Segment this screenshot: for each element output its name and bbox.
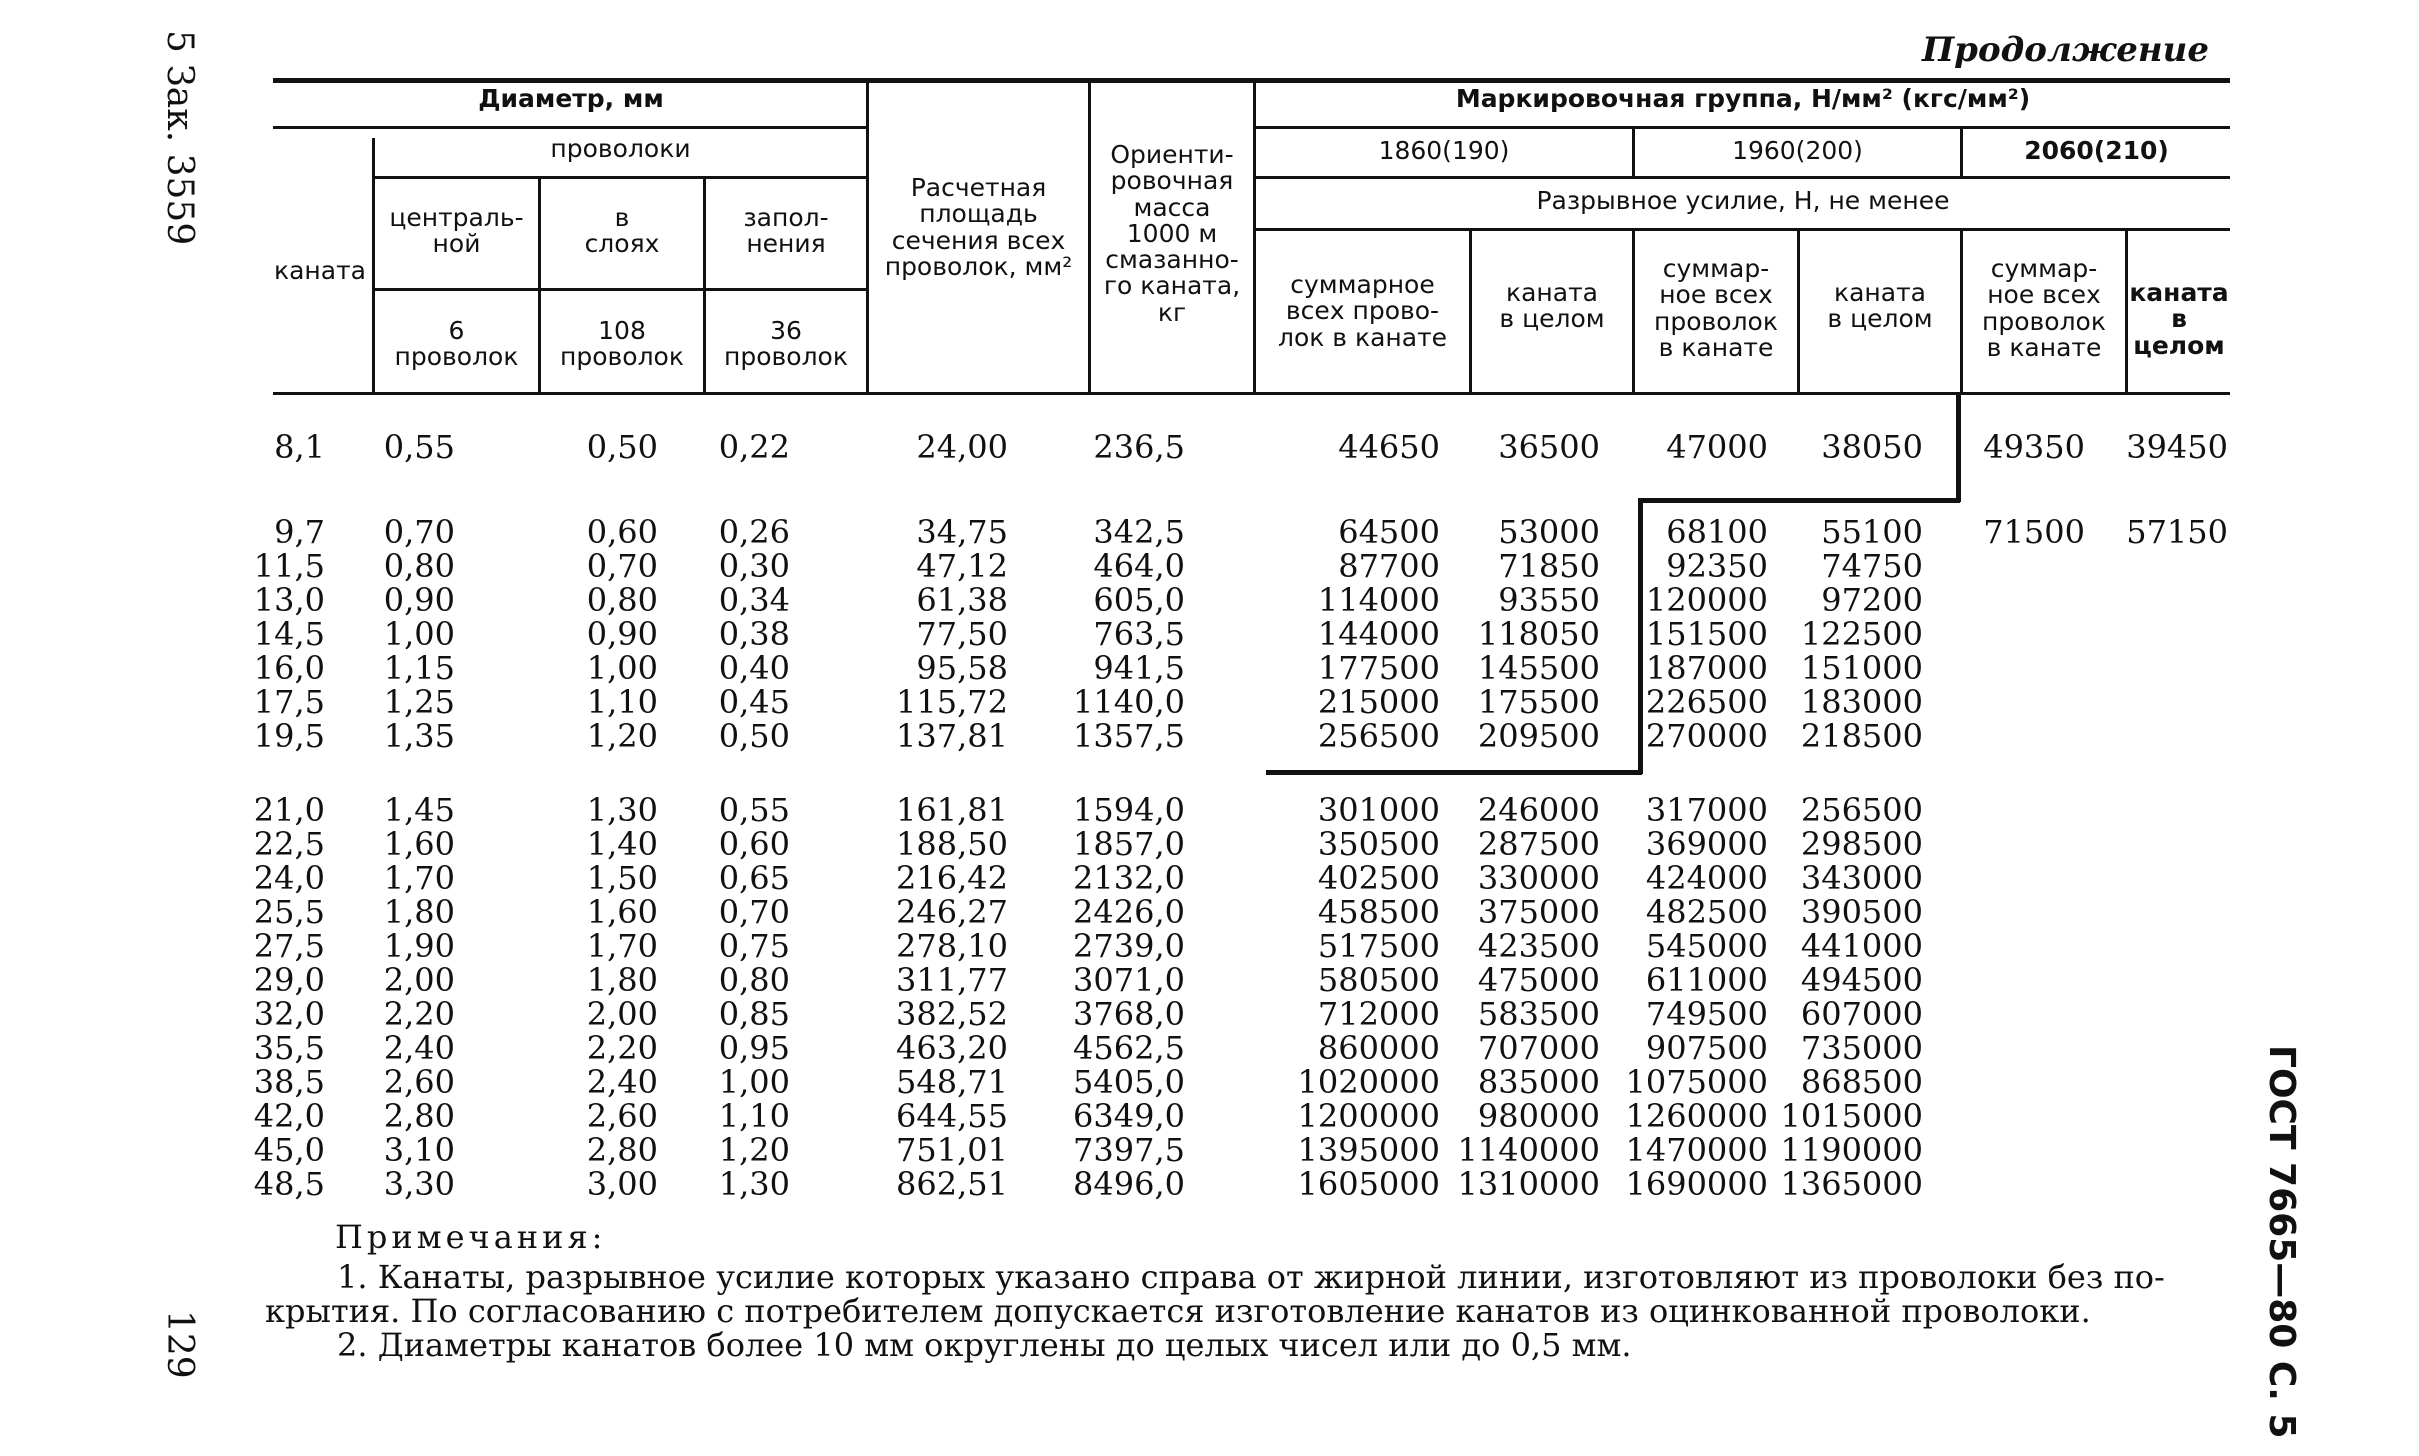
cell-rope-1860: 707000 — [1477, 1029, 1600, 1067]
cell-rope-diameter: 8,1 — [274, 428, 325, 466]
cell-sum-1960: 187000 — [1645, 649, 1768, 687]
cell-layer-wire: 0,50 — [586, 428, 658, 466]
cell-rope-diameter: 14,5 — [253, 615, 325, 653]
cell-filling-wire: 0,30 — [718, 547, 790, 585]
cell-layer-wire: 1,50 — [586, 859, 658, 897]
cell-sum-1960: 545000 — [1645, 927, 1768, 965]
bold-boundary — [1266, 770, 1642, 775]
cell-rope-diameter: 35,5 — [253, 1029, 325, 1067]
cell-mass: 5405,0 — [1073, 1063, 1185, 1101]
cell-rope-1860: 1310000 — [1457, 1165, 1600, 1203]
cell-area: 47,12 — [916, 547, 1008, 585]
header-breaking-force: Разрывное усилие, Н, не менее — [1536, 186, 1950, 215]
cell-layer-wire: 1,10 — [586, 683, 658, 721]
cell-filling-wire: 0,65 — [718, 859, 790, 897]
cell-sum-1860: 301000 — [1317, 791, 1440, 829]
cell-rope-1860: 36500 — [1498, 428, 1600, 466]
cell-filling-wire: 0,60 — [718, 825, 790, 863]
cell-mass: 8496,0 — [1073, 1165, 1185, 1203]
cell-layer-wire: 0,90 — [586, 615, 658, 653]
cell-area: 216,42 — [896, 859, 1008, 897]
cell-mass: 2739,0 — [1073, 927, 1185, 965]
rule — [1256, 228, 2230, 231]
cell-sum-1960: 424000 — [1645, 859, 1768, 897]
cell-layer-wire: 2,40 — [586, 1063, 658, 1101]
cell-layer-wire: 1,70 — [586, 927, 658, 965]
cell-area: 862,51 — [896, 1165, 1008, 1203]
header-wires: проволоки — [550, 134, 691, 163]
cell-area: 548,71 — [896, 1063, 1008, 1101]
order-number: 5 Зак. 3559 — [159, 30, 200, 246]
rule — [372, 176, 869, 179]
cell-central-wire: 3,30 — [383, 1165, 455, 1203]
cell-central-wire: 2,20 — [383, 995, 455, 1033]
cell-mass: 4562,5 — [1073, 1029, 1185, 1067]
cell-rope-1860: 53000 — [1498, 513, 1600, 551]
continuation-label: Продолжение — [1922, 30, 2209, 70]
cell-rope-1860: 980000 — [1477, 1097, 1600, 1135]
cell-area: 77,50 — [916, 615, 1008, 653]
cell-rope-1960: 1190000 — [1780, 1131, 1923, 1169]
cell-rope-1960: 390500 — [1800, 893, 1923, 931]
cell-sum-1960: 1260000 — [1625, 1097, 1768, 1135]
cell-rope-diameter: 29,0 — [253, 961, 325, 999]
cell-rope-diameter: 42,0 — [253, 1097, 325, 1135]
cell-central-wire: 0,80 — [383, 547, 455, 585]
cell-rope-1860: 375000 — [1477, 893, 1600, 931]
cell-area: 34,75 — [916, 513, 1008, 551]
cell-central-wire: 1,60 — [383, 825, 455, 863]
cell-sum-1860: 1395000 — [1297, 1131, 1440, 1169]
cell-mass: 7397,5 — [1073, 1131, 1185, 1169]
cell-layer-wire: 1,20 — [586, 717, 658, 755]
cell-filling-wire: 1,30 — [718, 1165, 790, 1203]
cell-area: 278,10 — [896, 927, 1008, 965]
cell-rope-1860: 145500 — [1477, 649, 1600, 687]
cell-sum-1860: 256500 — [1317, 717, 1440, 755]
cell-area: 95,58 — [916, 649, 1008, 687]
cell-sum-1860: 350500 — [1317, 825, 1440, 863]
cell-filling-wire: 0,55 — [718, 791, 790, 829]
cell-rope-diameter: 16,0 — [253, 649, 325, 687]
cell-sum-1960: 1470000 — [1625, 1131, 1768, 1169]
header-bottom-rule — [273, 392, 2230, 395]
cell-filling-wire: 0,50 — [718, 717, 790, 755]
cell-filling-wire: 0,85 — [718, 995, 790, 1033]
bold-boundary — [1638, 498, 1960, 503]
cell-rope-diameter: 9,7 — [274, 513, 325, 551]
cell-layer-wire: 2,00 — [586, 995, 658, 1033]
cell-area: 644,55 — [896, 1097, 1008, 1135]
cell-rope-1860: 246000 — [1477, 791, 1600, 829]
header-group-2060: 2060(210) — [2024, 136, 2169, 165]
cell-central-wire: 2,00 — [383, 961, 455, 999]
cell-sum-1860: 44650 — [1338, 428, 1440, 466]
cell-mass: 941,5 — [1093, 649, 1185, 687]
cell-rope-1960: 97200 — [1821, 581, 1923, 619]
cell-sum-2060: 49350 — [1983, 428, 2085, 466]
cell-rope-1860: 71850 — [1498, 547, 1600, 585]
cell-layer-wire: 2,80 — [586, 1131, 658, 1169]
cell-mass: 464,0 — [1093, 547, 1185, 585]
cell-filling-wire: 0,40 — [718, 649, 790, 687]
cell-sum-1960: 47000 — [1666, 428, 1768, 466]
cell-rope-diameter: 48,5 — [253, 1165, 325, 1203]
cell-filling-wire: 0,80 — [718, 961, 790, 999]
cell-filling-wire: 0,45 — [718, 683, 790, 721]
cell-rope-1860: 209500 — [1477, 717, 1600, 755]
cell-sum-1960: 270000 — [1645, 717, 1768, 755]
cell-area: 137,81 — [896, 717, 1008, 755]
cell-mass: 1357,5 — [1073, 717, 1185, 755]
cell-sum-1860: 860000 — [1317, 1029, 1440, 1067]
cell-sum-1860: 177500 — [1317, 649, 1440, 687]
standard-code: ГОСТ 7665—80 С. 5 — [2261, 1045, 2302, 1439]
cell-rope-1960: 122500 — [1800, 615, 1923, 653]
cell-sum-1860: 215000 — [1317, 683, 1440, 721]
cell-area: 382,52 — [896, 995, 1008, 1033]
cell-rope-1860: 93550 — [1498, 581, 1600, 619]
cell-sum-1960: 369000 — [1645, 825, 1768, 863]
cell-sum-1860: 402500 — [1317, 859, 1440, 897]
cell-rope-1860: 287500 — [1477, 825, 1600, 863]
header-in-layers: в слоях — [584, 203, 660, 259]
cell-central-wire: 1,70 — [383, 859, 455, 897]
cell-filling-wire: 0,26 — [718, 513, 790, 551]
header-mass: Ориенти- ровочная масса 1000 м смазанно- го каната, кг — [1103, 140, 1241, 327]
cell-rope-1960: 183000 — [1800, 683, 1923, 721]
cell-sum-1960: 317000 — [1645, 791, 1768, 829]
cell-sum-1960: 749500 — [1645, 995, 1768, 1033]
note-line-2: крытия. По согласованию с потребителем допускается изготовление канатов из оцинкованной проволоки. — [265, 1292, 2091, 1330]
cell-layer-wire: 1,00 — [586, 649, 658, 687]
cell-layer-wire: 0,70 — [586, 547, 658, 585]
cell-sum-1960: 907500 — [1645, 1029, 1768, 1067]
cell-filling-wire: 0,38 — [718, 615, 790, 653]
cell-area: 188,50 — [896, 825, 1008, 863]
cell-filling-wire: 0,22 — [718, 428, 790, 466]
cell-mass: 763,5 — [1093, 615, 1185, 653]
cell-sum-1860: 1605000 — [1297, 1165, 1440, 1203]
cell-mass: 1594,0 — [1073, 791, 1185, 829]
cell-mass: 342,5 — [1093, 513, 1185, 551]
header-diameter: Диаметр, мм — [478, 84, 664, 113]
cell-central-wire: 2,40 — [383, 1029, 455, 1067]
cell-sum-1960: 120000 — [1645, 581, 1768, 619]
cell-central-wire: 1,80 — [383, 893, 455, 931]
header-rope-2060: каната в целом — [2129, 278, 2229, 360]
header-group-1960: 1960(200) — [1732, 136, 1863, 165]
cell-rope-1860: 1140000 — [1457, 1131, 1600, 1169]
cell-mass: 236,5 — [1093, 428, 1185, 466]
cell-layer-wire: 0,80 — [586, 581, 658, 619]
cell-rope-1960: 38050 — [1821, 428, 1923, 466]
cell-rope-2060: 57150 — [2126, 513, 2228, 551]
cell-rope-diameter: 24,0 — [253, 859, 325, 897]
cell-central-wire: 1,15 — [383, 649, 455, 687]
cell-rope-1860: 475000 — [1477, 961, 1600, 999]
cell-rope-diameter: 27,5 — [253, 927, 325, 965]
cell-mass: 605,0 — [1093, 581, 1185, 619]
header-area: Расчетная площадь сечения всех проволок, мм² — [884, 173, 1073, 281]
cell-area: 24,00 — [916, 428, 1008, 466]
cell-rope-1960: 441000 — [1800, 927, 1923, 965]
cell-layer-wire: 1,40 — [586, 825, 658, 863]
cell-rope-diameter: 21,0 — [253, 791, 325, 829]
cell-central-wire: 1,00 — [383, 615, 455, 653]
cell-sum-1860: 144000 — [1317, 615, 1440, 653]
header-rope-1960: каната в целом — [1827, 278, 1933, 334]
cell-filling-wire: 1,10 — [718, 1097, 790, 1135]
cell-layer-wire: 1,60 — [586, 893, 658, 931]
cell-sum-1960: 151500 — [1645, 615, 1768, 653]
cell-layer-wire: 2,60 — [586, 1097, 658, 1135]
cell-central-wire: 1,35 — [383, 717, 455, 755]
page-number: 129 — [159, 1310, 200, 1379]
cell-filling-wire: 0,34 — [718, 581, 790, 619]
cell-area: 751,01 — [896, 1131, 1008, 1169]
header-sum-2060: суммар- ное всех проволок в канате — [1982, 254, 2106, 362]
header-central: централь- ной — [389, 203, 524, 259]
header-rope-1860: каната в целом — [1499, 278, 1605, 334]
cell-rope-1860: 330000 — [1477, 859, 1600, 897]
cell-area: 161,81 — [896, 791, 1008, 829]
cell-filling-wire: 0,70 — [718, 893, 790, 931]
cell-rope-diameter: 45,0 — [253, 1131, 325, 1169]
cell-mass: 2426,0 — [1073, 893, 1185, 931]
header-central-count: 6 проволок — [394, 316, 519, 372]
cell-rope-diameter: 38,5 — [253, 1063, 325, 1101]
cell-layer-wire: 0,60 — [586, 513, 658, 551]
header-layers-count: 108 проволок — [560, 316, 684, 372]
header-filling: запол- нения — [743, 203, 829, 259]
cell-rope-diameter: 22,5 — [253, 825, 325, 863]
cell-sum-1860: 517500 — [1317, 927, 1440, 965]
cell-rope-1960: 735000 — [1800, 1029, 1923, 1067]
cell-sum-1960: 92350 — [1666, 547, 1768, 585]
notes-title: Примечания: — [335, 1218, 607, 1256]
cell-rope-1960: 256500 — [1800, 791, 1923, 829]
cell-central-wire: 3,10 — [383, 1131, 455, 1169]
cell-filling-wire: 0,75 — [718, 927, 790, 965]
cell-rope-1960: 494500 — [1800, 961, 1923, 999]
cell-central-wire: 1,90 — [383, 927, 455, 965]
cell-sum-1960: 611000 — [1645, 961, 1768, 999]
cell-rope-1860: 118050 — [1477, 615, 1600, 653]
cell-rope-diameter: 25,5 — [253, 893, 325, 931]
cell-sum-1860: 1020000 — [1297, 1063, 1440, 1101]
cell-mass: 1857,0 — [1073, 825, 1185, 863]
cell-rope-1960: 151000 — [1800, 649, 1923, 687]
cell-filling-wire: 0,95 — [718, 1029, 790, 1067]
cell-area: 115,72 — [896, 683, 1008, 721]
cell-layer-wire: 2,20 — [586, 1029, 658, 1067]
cell-rope-1960: 1015000 — [1780, 1097, 1923, 1135]
cell-sum-1960: 1075000 — [1625, 1063, 1768, 1101]
rule — [1256, 126, 2230, 129]
cell-central-wire: 1,25 — [383, 683, 455, 721]
cell-rope-1860: 583500 — [1477, 995, 1600, 1033]
cell-area: 311,77 — [896, 961, 1008, 999]
header-filling-count: 36 проволок — [724, 316, 848, 372]
cell-central-wire: 0,55 — [383, 428, 455, 466]
cell-rope-1960: 343000 — [1800, 859, 1923, 897]
cell-rope-2060: 39450 — [2126, 428, 2228, 466]
cell-central-wire: 2,80 — [383, 1097, 455, 1135]
cell-sum-1960: 68100 — [1666, 513, 1768, 551]
header-marking-group: Маркировочная группа, Н/мм² (кгс/мм²) — [1455, 84, 2031, 113]
rule — [372, 288, 869, 291]
cell-sum-1960: 226500 — [1645, 683, 1768, 721]
note-line-3: 2. Диаметры канатов более 10 мм округлены до целых чисел или до 0,5 мм. — [337, 1326, 1632, 1364]
cell-layer-wire: 3,00 — [586, 1165, 658, 1203]
cell-sum-1960: 1690000 — [1625, 1165, 1768, 1203]
cell-layer-wire: 1,30 — [586, 791, 658, 829]
cell-rope-1960: 218500 — [1800, 717, 1923, 755]
cell-rope-1960: 298500 — [1800, 825, 1923, 863]
cell-filling-wire: 1,20 — [718, 1131, 790, 1169]
cell-area: 463,20 — [896, 1029, 1008, 1067]
cell-central-wire: 0,70 — [383, 513, 455, 551]
cell-sum-1860: 458500 — [1317, 893, 1440, 931]
cell-mass: 3768,0 — [1073, 995, 1185, 1033]
header-sum-1960: суммар- ное всех проволок в канате — [1654, 254, 1778, 362]
cell-area: 246,27 — [896, 893, 1008, 931]
cell-sum-1960: 482500 — [1645, 893, 1768, 931]
cell-rope-1960: 1365000 — [1780, 1165, 1923, 1203]
cell-rope-1860: 423500 — [1477, 927, 1600, 965]
rule — [273, 126, 869, 129]
cell-rope-1960: 868500 — [1800, 1063, 1923, 1101]
cell-rope-1960: 607000 — [1800, 995, 1923, 1033]
cell-sum-1860: 1200000 — [1297, 1097, 1440, 1135]
cell-layer-wire: 1,80 — [586, 961, 658, 999]
cell-rope-1960: 55100 — [1821, 513, 1923, 551]
cell-mass: 3071,0 — [1073, 961, 1185, 999]
cell-rope-diameter: 11,5 — [253, 547, 325, 585]
cell-mass: 6349,0 — [1073, 1097, 1185, 1135]
cell-rope-diameter: 17,5 — [253, 683, 325, 721]
cell-rope-1860: 175500 — [1477, 683, 1600, 721]
cell-sum-1860: 712000 — [1317, 995, 1440, 1033]
rule — [1256, 176, 2230, 179]
note-line-1: 1. Канаты, разрывное усилие которых указано справа от жирной линии, изготовляют из проволоки без по- — [337, 1258, 2165, 1296]
cell-sum-1860: 580500 — [1317, 961, 1440, 999]
cell-filling-wire: 1,00 — [718, 1063, 790, 1101]
cell-rope-1960: 74750 — [1821, 547, 1923, 585]
cell-sum-1860: 64500 — [1338, 513, 1440, 551]
cell-mass: 2132,0 — [1073, 859, 1185, 897]
header-group-1860: 1860(190) — [1378, 136, 1510, 165]
cell-mass: 1140,0 — [1073, 683, 1185, 721]
cell-area: 61,38 — [916, 581, 1008, 619]
cell-central-wire: 0,90 — [383, 581, 455, 619]
cell-sum-1860: 87700 — [1338, 547, 1440, 585]
cell-sum-1860: 114000 — [1317, 581, 1440, 619]
table-top-rule — [273, 78, 2230, 83]
cell-rope-diameter: 13,0 — [253, 581, 325, 619]
header-rope: каната — [274, 256, 366, 285]
cell-rope-1860: 835000 — [1477, 1063, 1600, 1101]
cell-central-wire: 2,60 — [383, 1063, 455, 1101]
cell-central-wire: 1,45 — [383, 791, 455, 829]
header-sum-1860: суммарное всех прово- лок в канате — [1277, 270, 1448, 352]
cell-rope-diameter: 32,0 — [253, 995, 325, 1033]
cell-rope-diameter: 19,5 — [253, 717, 325, 755]
cell-sum-2060: 71500 — [1983, 513, 2085, 551]
